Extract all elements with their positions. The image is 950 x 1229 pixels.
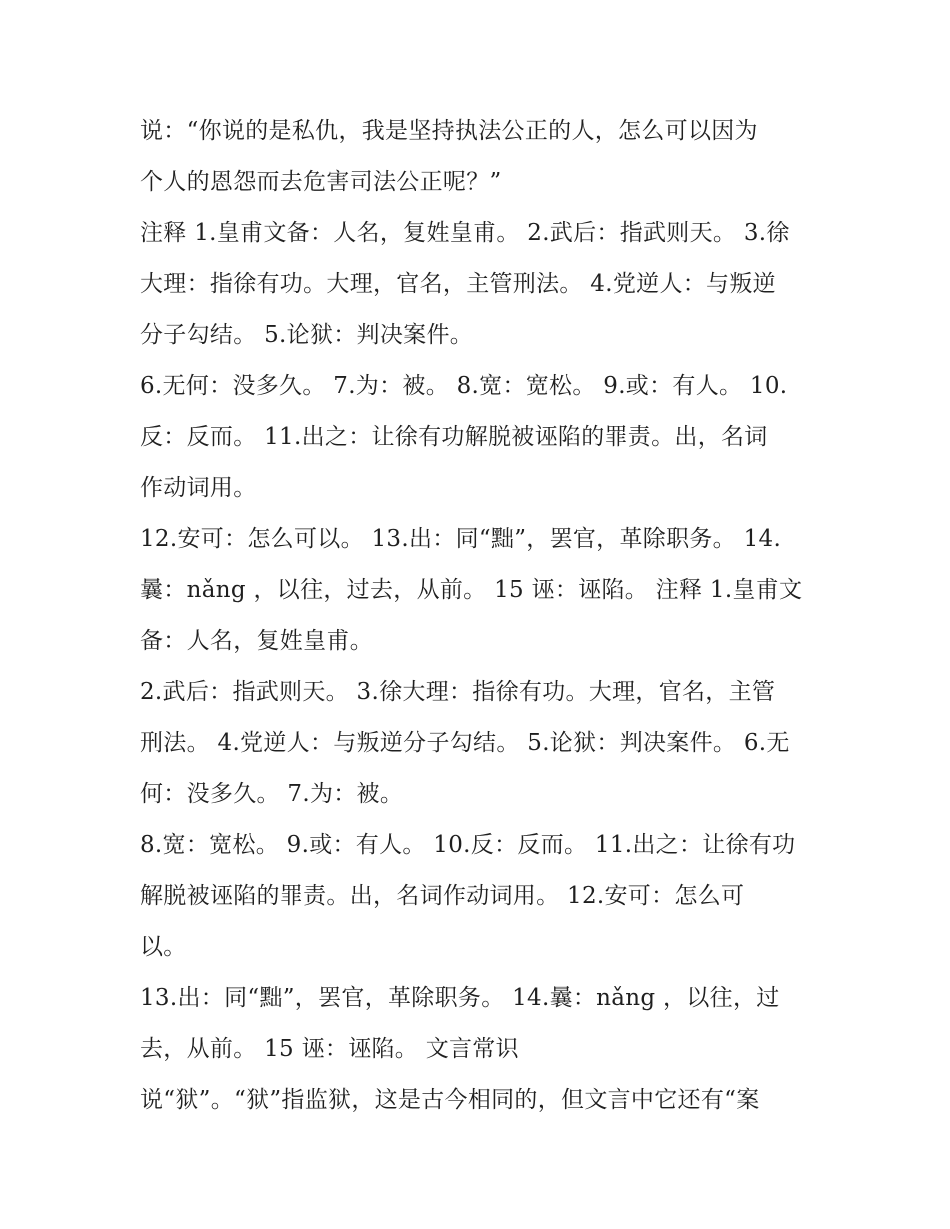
text-line-20: 说“狱”。“狱”指监狱，这是古今相同的，但文言中它还有“案 [140,1087,760,1113]
text-line-1: 说：“你说的是私仇，我是坚持执法公正的人，怎么可以因为 [140,118,758,144]
text-line-16: 解脱被诬陷的罪责。出，名词作动词用。 12.安可：怎么可 [140,883,745,909]
text-line-9: 12.安可：怎么可以。 13.出：同“黜”，罢官，革除职务。 14. [140,526,782,552]
text-line-4: 大理：指徐有功。大理，官名，主管刑法。 4.党逆人：与叛逆 [140,271,776,297]
text-line-19: 去，从前。 15 诬：诬陷。 文言常识 [140,1036,519,1062]
text-line-18: 13.出：同“黜”，罢官，革除职务。 14.曩：nǎng ，以往，过 [140,985,780,1011]
text-line-13: 刑法。 4.党逆人：与叛逆分子勾结。 5.论狱：判决案件。 6.无 [140,730,790,756]
text-line-5: 分子勾结。 5.论狱：判决案件。 [140,322,474,348]
text-line-2: 个人的恩怨而去危害司法公正呢？” [140,169,502,195]
text-line-14: 何：没多久。 7.为：被。 [140,781,404,807]
text-line-6: 6.无何：没多久。 7.为：被。 8.宽：宽松。 9.或：有人。 10. [140,373,788,399]
text-line-10: 曩：nǎng ，以往，过去，从前。 15 诬：诬陷。 注释 1.皇甫文 [140,577,803,603]
text-line-12: 2.武后：指武则天。 3.徐大理：指徐有功。大理，官名，主管 [140,679,776,705]
text-line-3: 注释 1.皇甫文备：人名，复姓皇甫。 2.武后：指武则天。 3.徐 [140,220,790,246]
text-line-7: 反：反而。 11.出之：让徐有功解脱被诬陷的罪责。出，名词 [140,424,768,450]
text-line-8: 作动词用。 [140,475,257,501]
text-line-15: 8.宽：宽松。 9.或：有人。 10.反：反而。 11.出之：让徐有功 [140,832,796,858]
text-line-11: 备：人名，复姓皇甫。 [140,628,373,654]
text-line-17: 以。 [140,934,187,960]
body-text [140,106,820,1126]
